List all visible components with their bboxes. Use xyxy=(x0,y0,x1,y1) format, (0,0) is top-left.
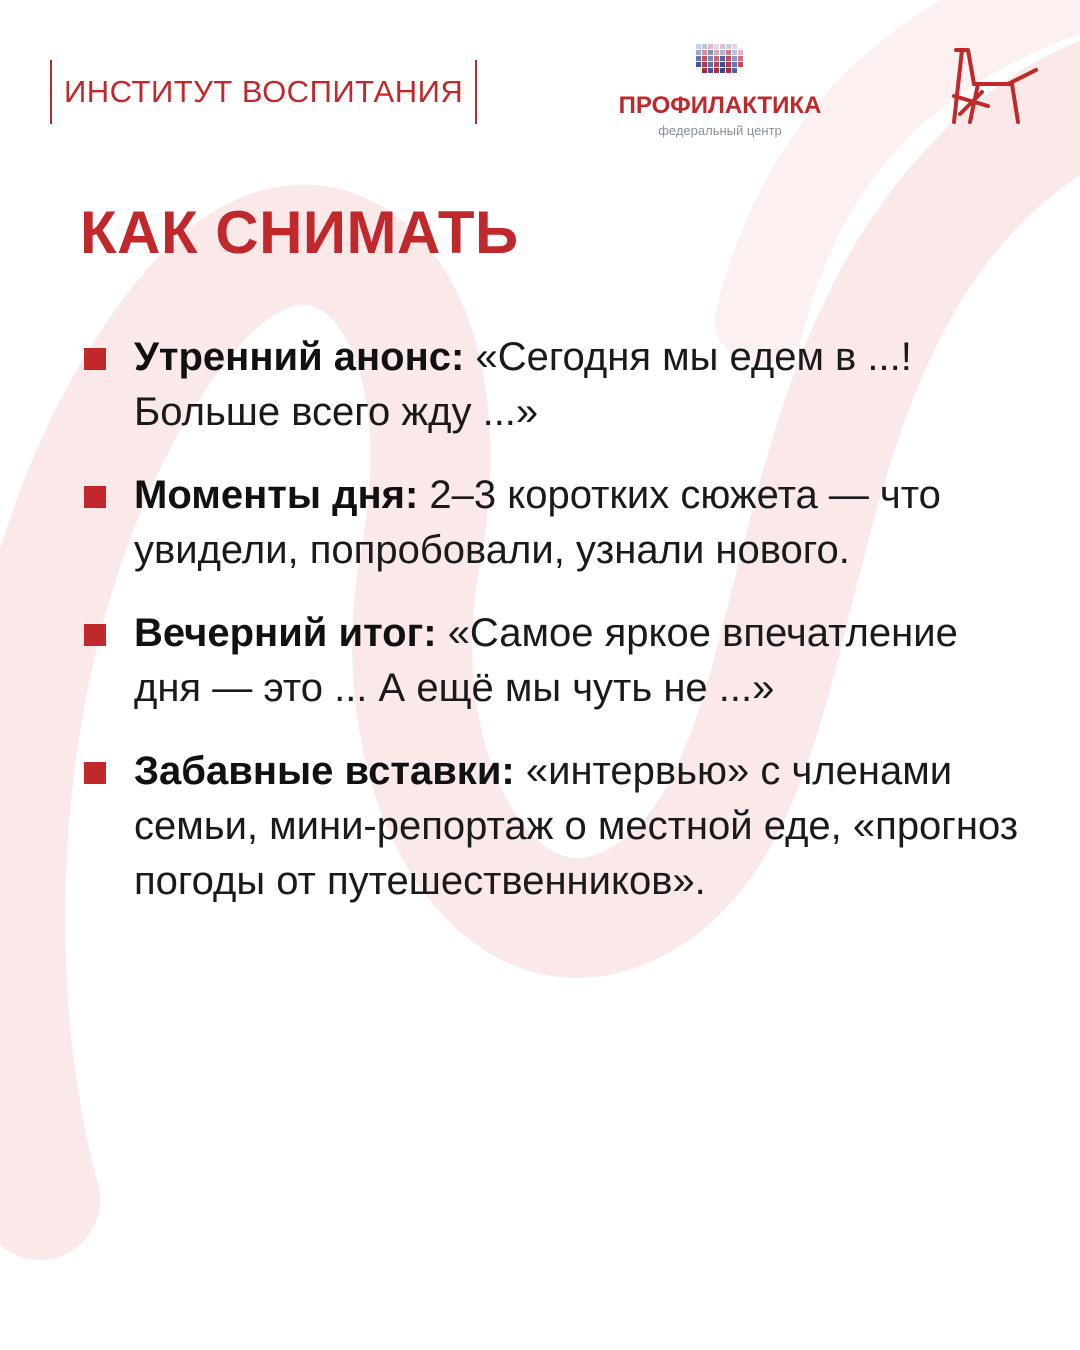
square-bullet-icon xyxy=(84,486,106,508)
list-item xyxy=(84,744,1024,909)
list-item xyxy=(84,468,1024,578)
list-item-body: «Сегодня мы едем в ...! Больше всего жду ...» xyxy=(134,335,912,434)
list-item-heading: Вечерний итог: xyxy=(134,611,437,655)
list-item-body: 2–3 коротких сюжета — что увидели, попробовали, узнали нового. xyxy=(134,473,941,572)
list-item-text xyxy=(134,330,1024,440)
list-item-body: «Самое яркое впечатление дня — это ... А ещё мы чуть не ...» xyxy=(134,611,958,710)
list-item-text xyxy=(134,468,1024,578)
profilaktika-logo xyxy=(606,44,834,144)
square-bullet-icon xyxy=(84,762,106,784)
profilaktika-logo-subtitle: федеральный центр xyxy=(658,123,782,138)
institute-label: ИНСТИТУТ ВОСПИТАНИЯ xyxy=(64,74,464,109)
square-bullet-icon xyxy=(84,348,106,370)
list-item-text xyxy=(134,606,1024,716)
list-item-text xyxy=(134,744,1024,909)
list-item-body: «интервью» с членами семьи, мини-репортаж о местной еде, «прогноз погоды от путешественников». xyxy=(134,749,1019,903)
page-title: КАК СНИМАТЬ xyxy=(80,199,519,266)
list-item-heading: Забавные вставки: xyxy=(134,749,515,793)
chair-logo-icon xyxy=(948,44,1040,128)
tips-list xyxy=(84,330,1024,937)
list-item-heading: Моменты дня: xyxy=(134,473,419,517)
pixel-grid-icon xyxy=(696,44,748,84)
list-item xyxy=(84,606,1024,716)
institute-logo xyxy=(50,60,477,124)
list-item xyxy=(84,330,1024,440)
header xyxy=(0,0,1080,160)
profilaktika-logo-name: ПРОФИЛАКТИКА xyxy=(618,92,822,119)
square-bullet-icon xyxy=(84,624,106,646)
list-item-heading: Утренний анонс: xyxy=(134,335,465,379)
